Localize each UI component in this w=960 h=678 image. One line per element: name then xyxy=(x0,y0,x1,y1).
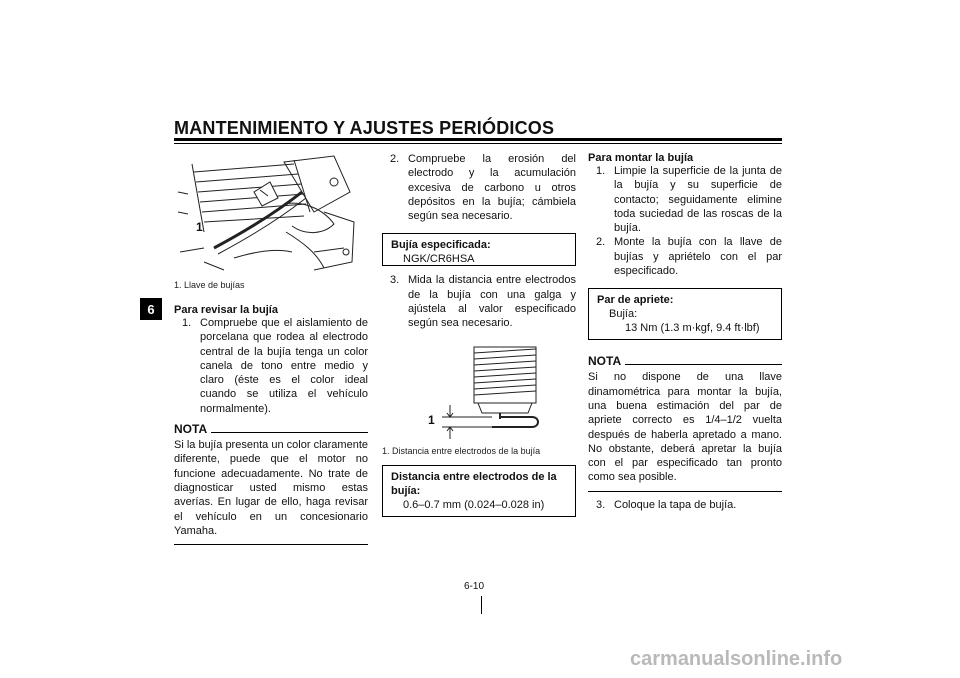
figure-callout-number: 1 xyxy=(196,220,203,234)
spec-box-value: NGK/CR6HSA xyxy=(403,253,475,266)
nota-text: Si la bujía presenta un color claramente diferente, puede que el motor no funcione adecuadamente. No trate de diagnosticar usted mismo estas averías. En lugar de ello, haga revisar el vehículo en un concesionario Yamaha. xyxy=(174,439,368,537)
list-item-number: 3. xyxy=(596,498,606,511)
nota-label: NOTA xyxy=(174,422,208,437)
list-item-number: 3. xyxy=(390,274,400,287)
list-item xyxy=(382,152,576,223)
torque-spec-box xyxy=(588,288,782,340)
section-heading: Para montar la bujía xyxy=(588,152,694,164)
spec-box-label: Bujía especificada: xyxy=(391,239,491,252)
figure-caption: 1. Llave de bujías xyxy=(174,280,245,290)
watermark: carmanualsonline.info xyxy=(630,648,843,670)
nota-label: NOTA xyxy=(588,354,622,369)
list-item xyxy=(588,498,782,512)
nota-header xyxy=(588,354,782,368)
list-item-text: Mida la distancia entre electrodos de la bujía con una galga y ajústela al valor especificado según sea necesario. xyxy=(408,274,576,330)
section-tab: 6 xyxy=(140,298,162,320)
nota-rule xyxy=(211,432,368,433)
figure-caption: 1. Distancia entre electrodos de la bujía xyxy=(382,445,541,456)
list-item xyxy=(174,316,368,416)
page-number: 6-10 xyxy=(464,581,485,592)
list-item-text: Monte la bujía con la llave de bujías y apriételo con el par especificado. xyxy=(614,236,782,278)
column-2 xyxy=(382,152,576,517)
section-heading: Para revisar la bujía xyxy=(174,304,278,316)
nota-rule xyxy=(625,364,782,365)
spec-box xyxy=(382,233,576,266)
column-3 xyxy=(588,152,782,512)
page-title: MANTENIMIENTO Y AJUSTES PERIÓDICOS xyxy=(174,118,555,138)
footer-divider xyxy=(481,596,482,614)
list-item-number: 2. xyxy=(596,236,606,249)
list-item-number: 2. xyxy=(390,153,400,165)
torque-spec-box-label: Par de apriete: xyxy=(597,294,674,307)
nota-end-rule xyxy=(588,491,782,492)
spark-plug-icon xyxy=(382,335,576,443)
title-rule-thin xyxy=(174,143,782,144)
gap-spec-box-value: 0.6–0.7 mm (0.024–0.028 in) xyxy=(403,498,545,511)
list-item-text: Compruebe la erosión del electrodo y la acumulación excesiva de carbono u otros depósitos en la bujía; cámbiela según sea necesario. xyxy=(408,153,576,223)
list-item-text: Compruebe que el aislamiento de porcelana que rodea al electrodo central de la bujía tenga un color canela de tono entre medio y claro (éste es el color ideal cuando se utiliza el vehículo normalmente). xyxy=(200,317,368,415)
list-item xyxy=(588,164,782,235)
list-item-text: Limpie la superficie de la junta de la bujía y su superficie de contacto; seguidamente elimine toda suciedad de las roscas de la bujía. xyxy=(614,165,782,235)
spark-plug-wrench-illustration xyxy=(174,152,368,276)
list-item-number: 1. xyxy=(596,165,606,177)
title-rule-thick xyxy=(174,138,782,141)
column-1 xyxy=(174,152,368,545)
gap-spec-box-label: Distancia entre electrodos de la bujía: xyxy=(391,470,557,497)
list-item xyxy=(382,273,576,330)
torque-spec-box-sub: Bujía: xyxy=(609,308,638,321)
gap-spec-box xyxy=(382,465,576,517)
nota-text: Si no dispone de una llave dinamométrica para montar la bujía, una buena estimación del par de apriete correcto es 1/4–1/2 vuelta después de haberla apretado a mano. No obstante, deberá apretar la bujía con el par especificado tan pronto como sea posible. xyxy=(588,371,782,484)
nota-end-rule xyxy=(174,544,368,545)
engine-wrench-icon xyxy=(174,152,368,276)
figure-callout-number: 1 xyxy=(428,412,435,427)
list-item-number: 1. xyxy=(182,317,192,329)
list-item-text: Coloque la tapa de bujía. xyxy=(614,498,737,511)
nota-header xyxy=(174,422,368,436)
spark-plug-gap-illustration xyxy=(382,335,576,443)
list-item xyxy=(588,235,782,278)
torque-spec-box-value: 13 Nm (1.3 m·kgf, 9.4 ft·lbf) xyxy=(625,322,760,335)
